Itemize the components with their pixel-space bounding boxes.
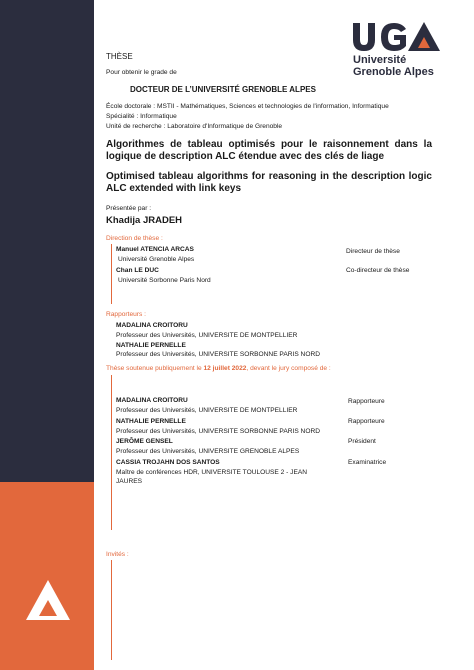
defense-prefix: Thèse soutenue publiquement le: [106, 365, 204, 372]
presented-by-label: Présentée par :: [106, 205, 152, 212]
reviewer-name: MADALINA CROITORU: [116, 322, 188, 329]
jury-divider: [111, 375, 112, 530]
guests-divider: [111, 560, 112, 660]
codirector-affiliation: Université Sorbonne Paris Nord: [118, 277, 211, 284]
uga-logo-mark-icon: [350, 20, 442, 54]
director-name: Manuel ATENCIA ARCAS: [116, 246, 194, 253]
reviewer-affiliation: Professeur des Universités, UNIVERSITE DE MONTPELLIER: [116, 332, 298, 339]
jury-member-affiliation: Professeur des Universités, UNIVERSITE DE MONTPELLIER: [116, 407, 298, 414]
uga-logo-name-line1: Université: [353, 54, 407, 66]
jury-member-affiliation: Professeur des Universités, UNIVERSITE GRENOBLE ALPES: [116, 448, 300, 455]
defense-statement: [106, 365, 331, 373]
uga-logo-name: [353, 54, 453, 78]
specialty: Spécialité : Informatique: [106, 113, 177, 120]
degree-purpose: Pour obtenir le grade de: [106, 69, 177, 76]
direction-label: Direction de thèse :: [106, 235, 163, 242]
director-affiliation: Université Grenoble Alpes: [118, 256, 195, 263]
jury-member-name: JERÔME GENSEL: [116, 438, 173, 445]
codirector-name: Chan LE DUC: [116, 267, 159, 274]
jury-member-role: Président: [348, 438, 376, 445]
direction-divider: [111, 244, 112, 304]
author-name: Khadija JRADEH: [106, 215, 183, 226]
uga-mountain-icon: [26, 580, 70, 620]
jury-member-role: Rapporteure: [348, 418, 385, 425]
thesis-title-french: Algorithmes de tableau optimisés pour le raisonnement dans la logique de description ALC étendue avec des clés de liage: [106, 139, 432, 162]
sidebar-orange-band: [0, 482, 94, 670]
thesis-label: THÈSE: [106, 52, 133, 61]
jury-member-role: Rapporteure: [348, 398, 385, 405]
jury-member-affiliation-cont: JAURES: [116, 478, 143, 485]
research-unit: Unité de recherche : Laboratoire d'Informatique de Grenoble: [106, 123, 283, 130]
reviewer-affiliation: Professeur des Universités, UNIVERSITE SORBONNE PARIS NORD: [116, 351, 320, 358]
uga-logo-name-line2: Grenoble Alpes: [353, 66, 434, 78]
director-role: Directeur de thèse: [346, 248, 400, 255]
guests-label: Invités :: [106, 551, 129, 558]
doctoral-school: École doctorale : MSTII - Mathématiques, Sciences et technologies de l'information, Informatique: [106, 103, 389, 110]
jury-member-affiliation: Maître de conférences HDR, UNIVERSITE TOULOUSE 2 - JEAN: [116, 469, 308, 476]
thesis-title-english: Optimised tableau algorithms for reasoning in the description logic ALC extended with link keys: [106, 171, 432, 194]
jury-member-affiliation: Professeur des Universités, UNIVERSITE SORBONNE PARIS NORD: [116, 428, 320, 435]
jury-member-name: CASSIA TROJAHN DOS SANTOS: [116, 459, 220, 466]
defense-suffix: , devant le jury composé de :: [246, 365, 331, 372]
degree-title: DOCTEUR DE L’UNIVERSITÉ GRENOBLE ALPES: [130, 85, 316, 94]
reviewer-name: NATHALIE PERNELLE: [116, 342, 186, 349]
jury-member-role: Examinatrice: [348, 459, 387, 466]
defense-date: 12 juillet 2022: [203, 365, 247, 372]
reviewers-label: Rapporteurs :: [106, 311, 146, 318]
jury-member-name: MADALINA CROITORU: [116, 397, 188, 404]
codirector-role: Co-directeur de thèse: [346, 267, 410, 274]
jury-member-name: NATHALIE PERNELLE: [116, 418, 186, 425]
